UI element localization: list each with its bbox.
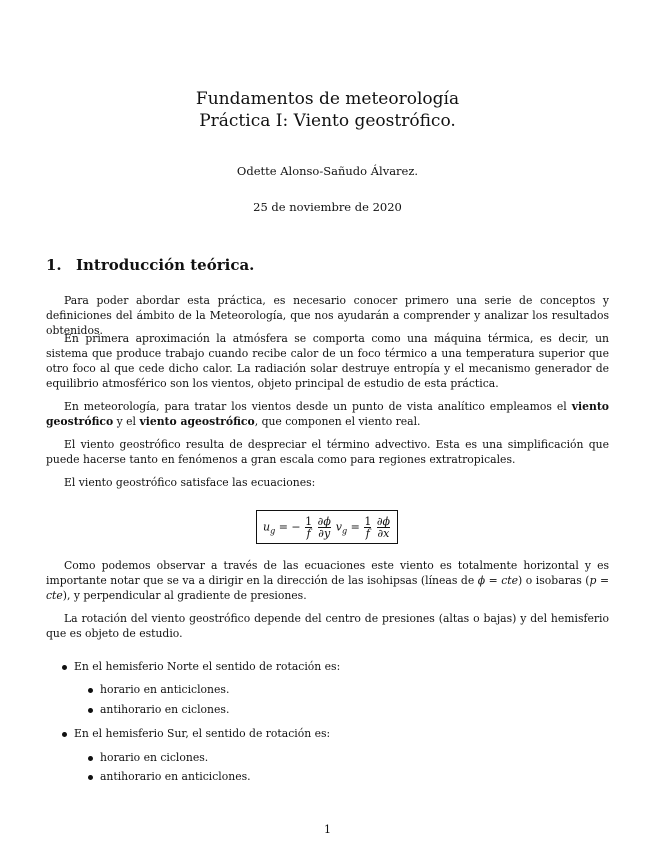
bullet-icon: [88, 688, 93, 693]
paragraph-4: El viento geostrófico resulta de despreciar el término advectivo. Esta es una simplificación que puede hacerse tanto en fenómenos a gran escala como para regiones extratropicales.: [46, 438, 609, 466]
u-symbol: u: [262, 520, 271, 533]
v-subscript: g: [341, 526, 348, 536]
document-title-line2: Práctica I: Viento geostrófico.: [199, 111, 456, 131]
list-item-text: antihorario en anticiclones.: [100, 770, 251, 783]
geostrophic-equations-box: [256, 510, 398, 544]
term-ageostrophic-wind: viento ageostrófico: [139, 415, 255, 428]
list-item-text: En el hemisferio Sur, el sentido de rotación es:: [74, 727, 331, 740]
v-symbol: v: [335, 520, 342, 533]
fraction-dphi-dy: [318, 516, 331, 539]
bullet-icon: [88, 775, 93, 780]
paragraph-3-text-b: y el: [116, 415, 137, 428]
paragraph-5: El viento geostrófico satisface las ecuaciones:: [64, 476, 316, 489]
frac-num: ∂ϕ: [376, 514, 391, 528]
frac-num: 1: [364, 514, 372, 528]
paragraph-2: En primera aproximación la atmósfera se comporta como una máquina térmica, es decir, un sistema que produce trabajo cuando recibe calor de un foco térmico a una temperatura superior que otro foco al que cede dicho calor. La radiación solar destruye entropía y el mecanismo generador de equilibrio atmosférico son los vientos, objeto principal de estudio de esta práctica.: [46, 332, 609, 390]
frac-num: 1: [305, 514, 313, 528]
list-item-north-2: [88, 702, 229, 717]
paragraph-3: [46, 399, 609, 429]
author: Odette Alonso-Sañudo Álvarez.: [236, 164, 419, 178]
u-subscript: g: [270, 526, 276, 536]
list-item-text: horario en anticiclones.: [100, 683, 230, 696]
paragraph-3-text-c: , que componen el viento real.: [254, 415, 421, 428]
paragraph-6-text-b: ) o isobaras (: [518, 574, 590, 587]
date: 25 de noviembre de 2020: [253, 200, 402, 214]
isobar-equation: p = cte: [46, 574, 610, 602]
list-item-south-2: [88, 769, 251, 784]
list-item-south-1: [88, 750, 208, 765]
equals-sign: =: [278, 520, 288, 533]
section-title: Introducción teórica.: [76, 256, 255, 274]
paragraph-6: [46, 558, 609, 603]
fraction-1-over-f: [305, 516, 312, 539]
fraction-1-over-f: [364, 516, 371, 539]
list-item-text: horario en ciclones.: [100, 751, 209, 764]
term-geostrophic-wind: viento geostrófico: [46, 400, 610, 428]
minus-sign: −: [291, 520, 301, 533]
section-number: 1.: [46, 256, 62, 274]
paragraph-7: La rotación del viento geostrófico depende del centro de presiones (altas o bajas) y del hemisferio que es objeto de estudio.: [46, 612, 609, 640]
equation-u: [263, 516, 332, 539]
bullet-icon: [88, 756, 93, 761]
document-title-line1: Fundamentos de meteorología: [195, 89, 460, 109]
paragraph-6-text-c: ), y perpendicular al gradiente de presiones.: [62, 589, 307, 602]
fraction-dphi-dx: [377, 516, 390, 539]
bullet-icon: [88, 708, 93, 713]
frac-den: f: [306, 526, 311, 540]
paragraph-1: Para poder abordar esta práctica, es necesario conocer primero una serie de conceptos y definiciones del ámbito de la Meteorología, que nos ayudarán a comprender y analizar los resultados obtenidos.: [46, 294, 609, 337]
bullet-icon: [62, 732, 67, 737]
isohypse-equation: ϕ = cte: [477, 574, 519, 587]
equals-sign: =: [350, 520, 360, 533]
list-item-text: En el hemisferio Norte el sentido de rotación es:: [74, 660, 341, 673]
list-item-text: antihorario en ciclones.: [100, 703, 230, 716]
frac-den: ∂y: [318, 526, 331, 540]
frac-den: f: [365, 526, 370, 540]
equation-v: [336, 516, 391, 539]
list-item-north-1: [88, 682, 229, 697]
frac-den: ∂x: [377, 526, 390, 540]
section-heading: [46, 256, 254, 274]
paragraph-6-text-a: Como podemos observar a través de las ecuaciones este viento es totalmente horizontal y es importante notar que se va a dirigir en la dirección de las isohipsas (líneas de: [46, 559, 609, 587]
page-number: 1: [324, 823, 331, 836]
list-item-north: [62, 659, 340, 674]
frac-num: ∂ϕ: [317, 514, 331, 528]
list-item-south: [62, 726, 330, 741]
paragraph-3-text-a: En meteorología, para tratar los vientos desde un punto de vista analítico empleamos el: [64, 400, 567, 413]
bullet-icon: [62, 665, 67, 670]
